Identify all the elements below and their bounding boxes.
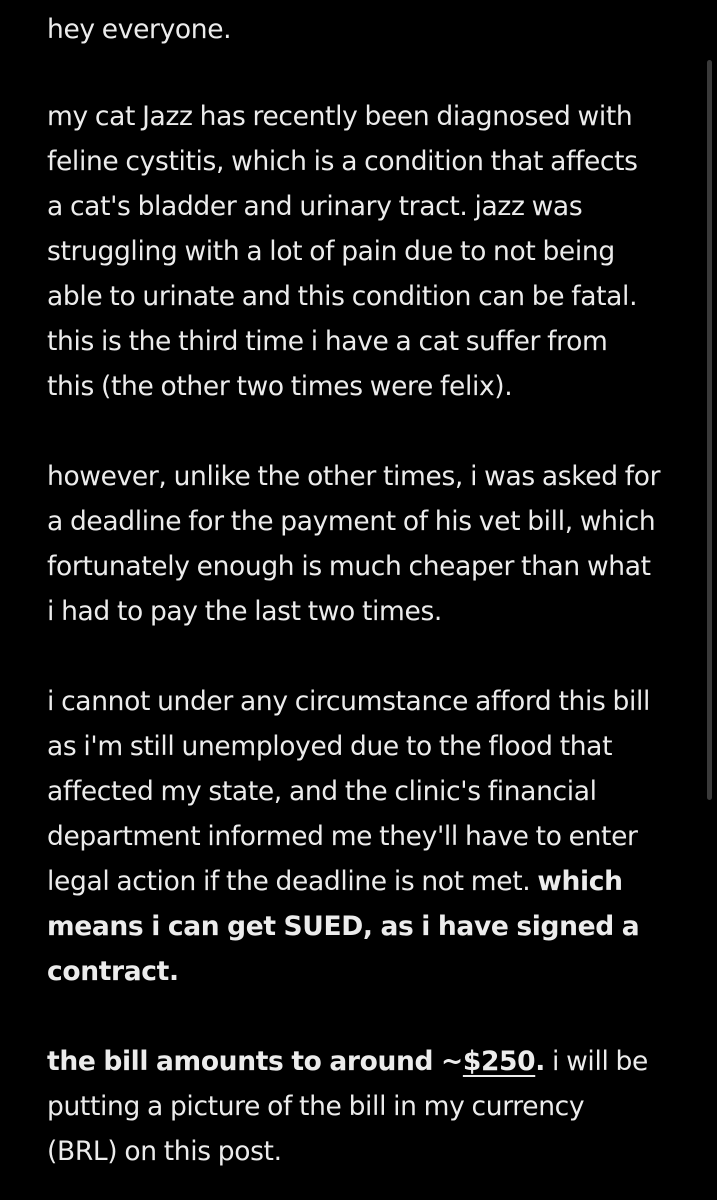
scrollbar-thumb[interactable] [707,60,712,800]
scrollbar[interactable] [703,0,717,1200]
bill-amount-suffix: . [535,1046,545,1077]
post-paragraph-deadline: however, unlike the other times, i was asked for a deadline for the payment of his vet bill, which fortunately enough is much cheaper than what i had to pay the last two times. [47,461,661,627]
bill-amount: $250 [462,1046,536,1077]
post-greeting: hey everyone. [47,14,232,45]
bill-amount-prefix: the bill amounts to around ~ [47,1046,463,1077]
situation-text: i cannot under any circumstance afford this bill as i'm still unemployed due to the flood that affected my state, and the clinic's financial department informed me they'll have to enter legal action if the deadline is not met. [47,686,651,897]
bill-picture-note: i will be putting a picture of the bill in my currency (BRL) on this post. [47,1046,648,1167]
sued-warning-text: which means i can get SUED, as i have signed a contract. [47,866,640,987]
post-paragraph-diagnosis: my cat Jazz has recently been diagnosed with feline cystitis, which is a condition that affects a cat's bladder and urinary tract. jazz was struggling with a lot of pain due to not being able to urinate and this condition can be fatal. this is the third time i have a cat suffer from this (the other two times were felix). [47,101,638,402]
post-paragraph-situation [47,679,650,994]
post-paragraph-bill [47,1039,648,1174]
